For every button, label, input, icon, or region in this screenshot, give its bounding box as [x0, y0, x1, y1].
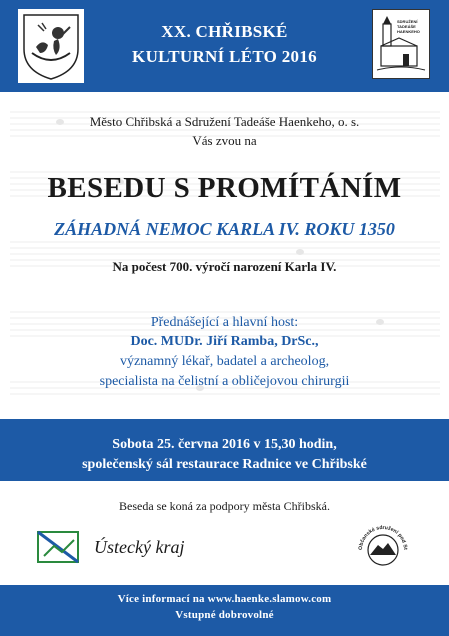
speaker-description: významný lékař, badatel a archeolog, — [119, 354, 330, 369]
headline: BESEDU S PROMÍTÁNÍM — [47, 172, 402, 204]
lecture-title: ZÁHADNÁ NEMOC KARLA IV. ROKU 1350 — [54, 219, 395, 239]
church-logo — [372, 9, 430, 79]
occasion-text: Na počest 700. výročí narození Karla IV. — [112, 259, 337, 274]
ustecky-kraj-icon — [34, 526, 90, 570]
event-date-time: Sobota 25. června 2016 v 15,30 hodin, — [112, 437, 337, 452]
town-crest-icon — [18, 9, 84, 83]
mountain-seal-icon — [354, 521, 412, 579]
sdruzeni-logo-text: Občanské sdružení pod St — [357, 524, 409, 551]
invites-text: Vás zvou na — [192, 133, 257, 148]
more-info-text: Více informací na www.haenke.slamow.com — [117, 593, 332, 605]
speaker-specialization: specialista na čelistní a obličejovou chirurgii — [99, 374, 350, 389]
inviter-text: Město Chřibská a Sdružení Tadeáše Haenkeho, o. s. — [89, 114, 360, 129]
church-logo-text: SDRUŽENÍ TADEÁŠE HAENKEHO — [397, 19, 420, 34]
ustecky-kraj-text: Ústecký kraj — [94, 537, 185, 557]
support-note: Beseda se koná za podpory města Chřibská. — [119, 499, 330, 513]
sdruzeni-logo — [354, 521, 412, 579]
entry-fee-text: Vstupné dobrovolné — [175, 609, 274, 621]
header-title-line1: XX. CHŘIBSKÉ — [161, 22, 288, 41]
ustecky-kraj-logo — [34, 526, 194, 570]
speaker-label: Přednášející a hlavní host: — [150, 315, 299, 330]
header-title-line2: KULTURNÍ LÉTO 2016 — [132, 47, 317, 66]
speaker-name: Doc. MUDr. Jiří Ramba, DrSc., — [130, 334, 319, 349]
event-venue: společenský sál restaurace Radnice ve Chřibské — [82, 457, 367, 472]
